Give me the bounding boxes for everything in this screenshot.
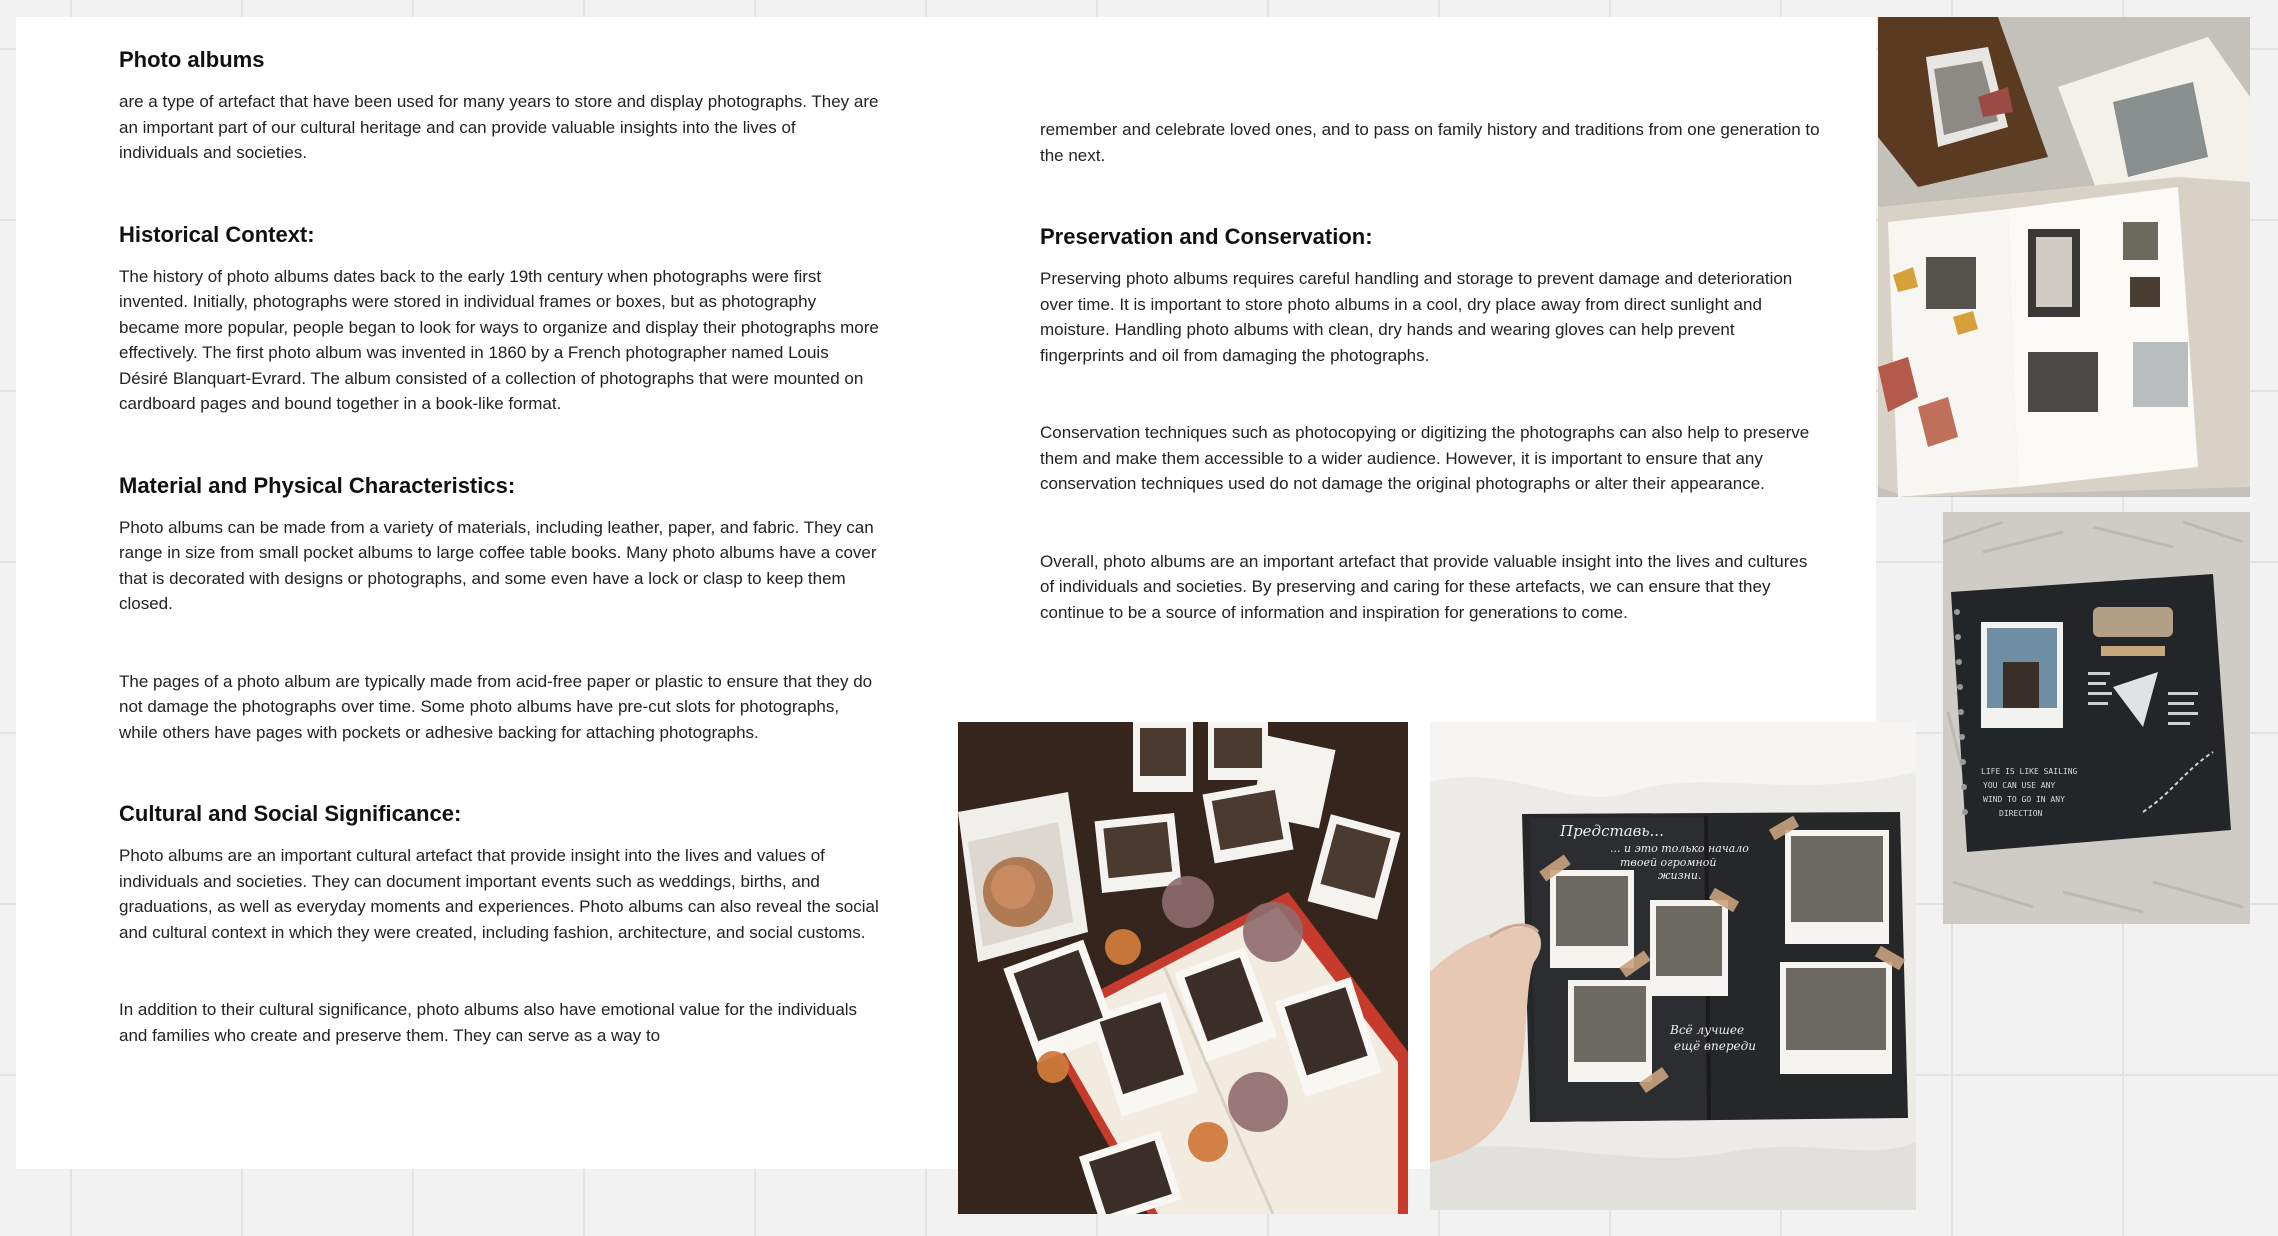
cultural-heading: Cultural and Social Significance:	[119, 801, 462, 826]
intro-paragraph: are a type of artefact that have been used for many years to store and display photographs. They are an important part of our cultural heritage and can provide valuable insights into the lives of individuals and societies.	[119, 92, 879, 162]
material-paragraph-1: Photo albums can be made from a variety of materials, including leather, paper, and fabric. They can range in size from small pocket albums to large coffee table books. Many photo albums have a cover that is decorated with designs or photographs, and some even have a lock or clasp to keep them closed.	[119, 517, 877, 613]
album-footer-line-1: Всё лучшее	[1670, 1023, 1745, 1037]
document-title: Photo albums	[119, 47, 265, 72]
album-title-line-2: ... и это только начало	[1610, 842, 1749, 855]
photo-dark-scrapbook	[1943, 512, 2250, 924]
right-column	[1040, 117, 1820, 625]
album-title-line-4: жизни.	[1658, 869, 1702, 882]
album-title-line-3: твоей огромной	[1620, 856, 1717, 869]
scrapbook-caption-line-4: DIRECTION	[1999, 809, 2043, 818]
scrapbook-caption-line-3: WIND TO GO IN ANY	[1983, 795, 2065, 804]
material-paragraph-2: The pages of a photo album are typically made from acid-free paper or plastic to ensure that they do not damage the photographs over time. Some photo albums have pre-cut slots for photographs, while others have pages with pockets or adhesive backing for attaching photographs.	[119, 671, 873, 742]
preservation-heading: Preservation and Conservation:	[1040, 224, 1373, 249]
cultural-paragraph-1: Photo albums are an important cultural artefact that provide insight into the lives and values of individuals and societies. They can document important events such as weddings, births, and graduations, as well as everyday moments and experiences. Photo albums can also reveal the social and cultural context in which they were created, including fashion, architecture, and social customs.	[119, 846, 879, 942]
album-footer-line-2: ещё впереди	[1674, 1039, 1756, 1053]
material-heading: Material and Physical Characteristics:	[119, 472, 516, 498]
cultural-paragraph-2: In addition to their cultural significance, photo albums also have emotional value for the individuals and families who create and preserve them. They can serve as a way to	[119, 1000, 858, 1045]
scrapbook-caption-line-1: LIFE IS LIKE SAILING	[1981, 767, 2078, 776]
photo-vintage-albums	[1878, 17, 2250, 497]
scrapbook-caption-line-2: YOU CAN USE ANY	[1983, 781, 2056, 790]
left-column	[119, 45, 879, 1048]
preservation-paragraph-2: Conservation techniques such as photocopying or digitizing the photographs can also help to preserve them and make them accessible to a wider audience. However, it is important to ensure that any conservation techniques used do not damage the original photographs or alter their appearance.	[1040, 423, 1810, 493]
preservation-paragraph-1: Preserving photo albums requires careful handling and storage to prevent damage and deterioration over time. It is important to store photo albums in a cool, dry place away from direct sunlight and moisture. Handling photo albums with clean, dry hands and wearing gloves can help prevent fingerprints and oil from damaging the photographs.	[1040, 269, 1793, 365]
photo-hand-holding-album	[1430, 722, 1916, 1210]
album-title-line-1: Представь...	[1560, 822, 1664, 840]
historical-paragraph: The history of photo albums dates back to the early 19th century when photographs were first invented. Initially, photographs were stored in individual frames or boxes, but as photography became more popular, people began to look for ways to organize and display their photographs more effectively. The first photo album was invented in 1860 by a French photographer named Louis Désiré Blanquart-Evrard. The album consisted of a collection of photographs that were mounted on cardboard pages and bound together in a book-like format.	[119, 266, 879, 413]
historical-heading: Historical Context:	[119, 221, 315, 247]
photo-polaroids-flowers	[958, 722, 1408, 1214]
cultural-paragraph-2-continued: remember and celebrate loved ones, and to pass on family history and traditions from one generation to the next.	[1040, 120, 1820, 165]
preservation-paragraph-3: Overall, photo albums are an important artefact that provide valuable insight into the lives and cultures of individuals and societies. By preserving and caring for these artefacts, we can ensure that they continue to be a source of information and inspiration for generations to come.	[1040, 551, 1808, 622]
